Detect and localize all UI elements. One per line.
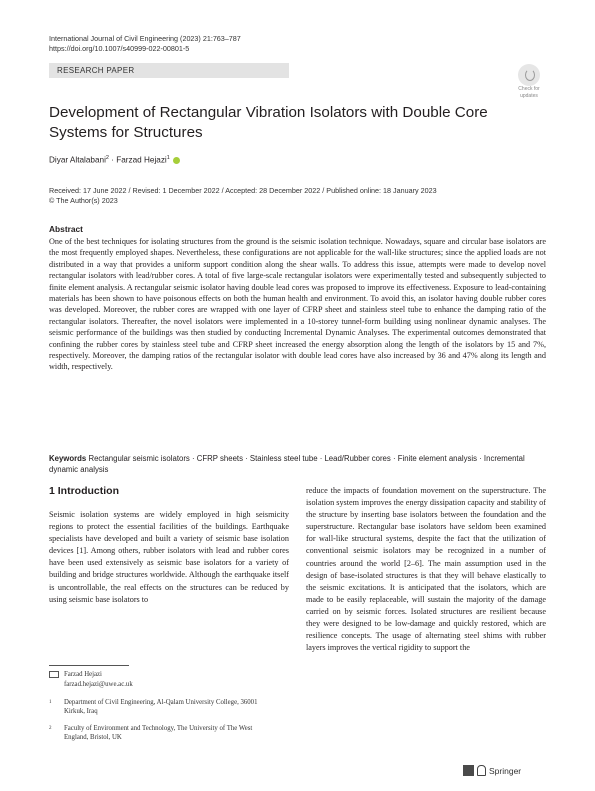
affiliation-1: Department of Civil Engineering, Al-Qalam University College, 36001 Kirkuk, Iraq — [64, 699, 258, 715]
article-type-badge: RESEARCH PAPER — [49, 63, 289, 78]
affiliation-number: 2 — [49, 726, 52, 731]
journal-citation: International Journal of Civil Engineering (2023) 21:763–787 — [49, 34, 241, 43]
copyright-line: © The Author(s) 2023 — [49, 195, 118, 205]
check-updates-line2: updates — [520, 92, 538, 99]
springer-horse-icon — [477, 765, 486, 776]
author-list — [49, 155, 180, 165]
check-for-updates-icon — [518, 64, 540, 86]
footnote-divider — [49, 665, 129, 666]
contact-email[interactable]: farzad.hejazi@uwe.ac.uk — [64, 681, 133, 688]
orcid-icon[interactable] — [173, 157, 180, 164]
check-updates-line1: Check for — [518, 86, 540, 92]
body-column-right: reduce the impacts of foundation movement on the superstructure. The isolation system improves the energy dissipation capacity and stability of the structure by inserting base isolators between the foundation and the superstructure. Rectangular base isolators have seldom been examined for wall-like structural systems, despite the fact that the utilization of conventional seismic isolators may be recognized in a number of countries around the world [2–6]. The main assumption used in the design of base-isolated structures is that they will behave elastically to the seismic excitations. It is anticipated that the isolators, which are made to be easily replaceable, will sustain the majority of the damage carried on by seismic forces. Isolated structures are resilient because they were designed to be low-damage and quickly restored, which are resilience concepts. The usage of alternating steel shims with rubber layers improves the vertical rigidity to support the — [306, 486, 546, 653]
author-affiliation-sup: 1 — [166, 155, 170, 161]
corresponding-author — [49, 670, 102, 679]
author-separator: · — [108, 155, 117, 165]
abstract-text: One of the best techniques for isolating structures from the ground is the seismic isolation technique. Nowadays, square and circular base isolators are the most frequently employed shapes. Nevertheless, these configurations are not applicable for the wall-like structures; since the applied loads are not distributed in a way that provides a uniform support condition along the shear walls. To address this issue, attempts were made to develop novel rectangular isolators with lead/rubber cores. A total of five large-scale rectangular isolators were experimentally tested and subsequently subjected to finite element analysis. A rectangular seismic isolator having double lead cores was proposed to improve its effectiveness. Exposure to lead-containing materials has been shown to have poisonous effects on both the human health and environment. To avoid this, an isolator having double rubber cores was developed. Moreover, the rubber cores are wrapped with one layer of CFRP sheet and stainless steel tube to enhance the damping ratio of the rectangular isolators. Thereafter, the novel isolators were implemented in a 10-storey tunnel-form building using nonlinear dynamic analyses. The seismic performance of the buildings was then studied by conducting Incremental Dynamic Analyses. The experimental outcomes demonstrated that confining the rubber cores by stainless steel tube and CFRP sheet increased the energy absorption along the length of the isolators by 15 and 7%, respectively. Moreover, the damping ratios of the rectangular isolator with double lead cores have also increased by 36 and 47% along its length and width, respectively. — [49, 237, 546, 372]
journal-logo-icon — [463, 765, 474, 776]
affiliation-number: 1 — [49, 700, 52, 705]
contact-name: Farzad Hejazi — [64, 671, 102, 678]
keywords-label: Keywords — [49, 454, 87, 463]
publication-dates — [49, 186, 437, 205]
author-name[interactable]: Farzad Hejazi — [116, 155, 167, 165]
dates-line: Received: 17 June 2022 / Revised: 1 December 2022 / Accepted: 28 December 2022 / Published online: 18 January 2023 — [49, 186, 437, 195]
check-for-updates[interactable] — [512, 64, 546, 100]
body-column-left: Seismic isolation systems are widely employed in high seismicity regions to protect the essential facilities of the buildings. Earthquake specialists have developed and built a variety of seismic base isolation devices [1]. Among others, rubber isolators with lead and rubber cores have been used extensively as seismic base isolators for a variety of building and bridge structures worldwide. Although the earthquake itself is uncontrollable, the real effects on the structures can be reduced by using seismic base isolators to — [49, 510, 289, 604]
springer-logo — [463, 762, 521, 774]
keywords — [49, 453, 546, 475]
author-name[interactable]: Diyar Altalabani — [49, 155, 106, 165]
author-affiliation-sup: 2 — [105, 155, 109, 161]
keywords-text: Rectangular seismic isolators · CFRP sheets · Stainless steel tube · Lead/Rubber cores · Finite element analysis · Incremental dynamic analysis — [49, 454, 525, 474]
affiliation-2: Faculty of Environment and Technology, The University of The West England, Bristol, UK — [64, 725, 253, 741]
publisher-name: Springer — [489, 765, 522, 776]
doi-link[interactable]: https://doi.org/10.1007/s40999-022-00801-5 — [49, 44, 190, 53]
section-heading: 1 Introduction — [49, 485, 119, 497]
envelope-icon — [49, 671, 59, 679]
journal-header — [49, 34, 241, 54]
paper-title: Development of Rectangular Vibration Isolators with Double Core Systems for Structures — [49, 104, 488, 141]
abstract-heading: Abstract — [49, 224, 83, 234]
